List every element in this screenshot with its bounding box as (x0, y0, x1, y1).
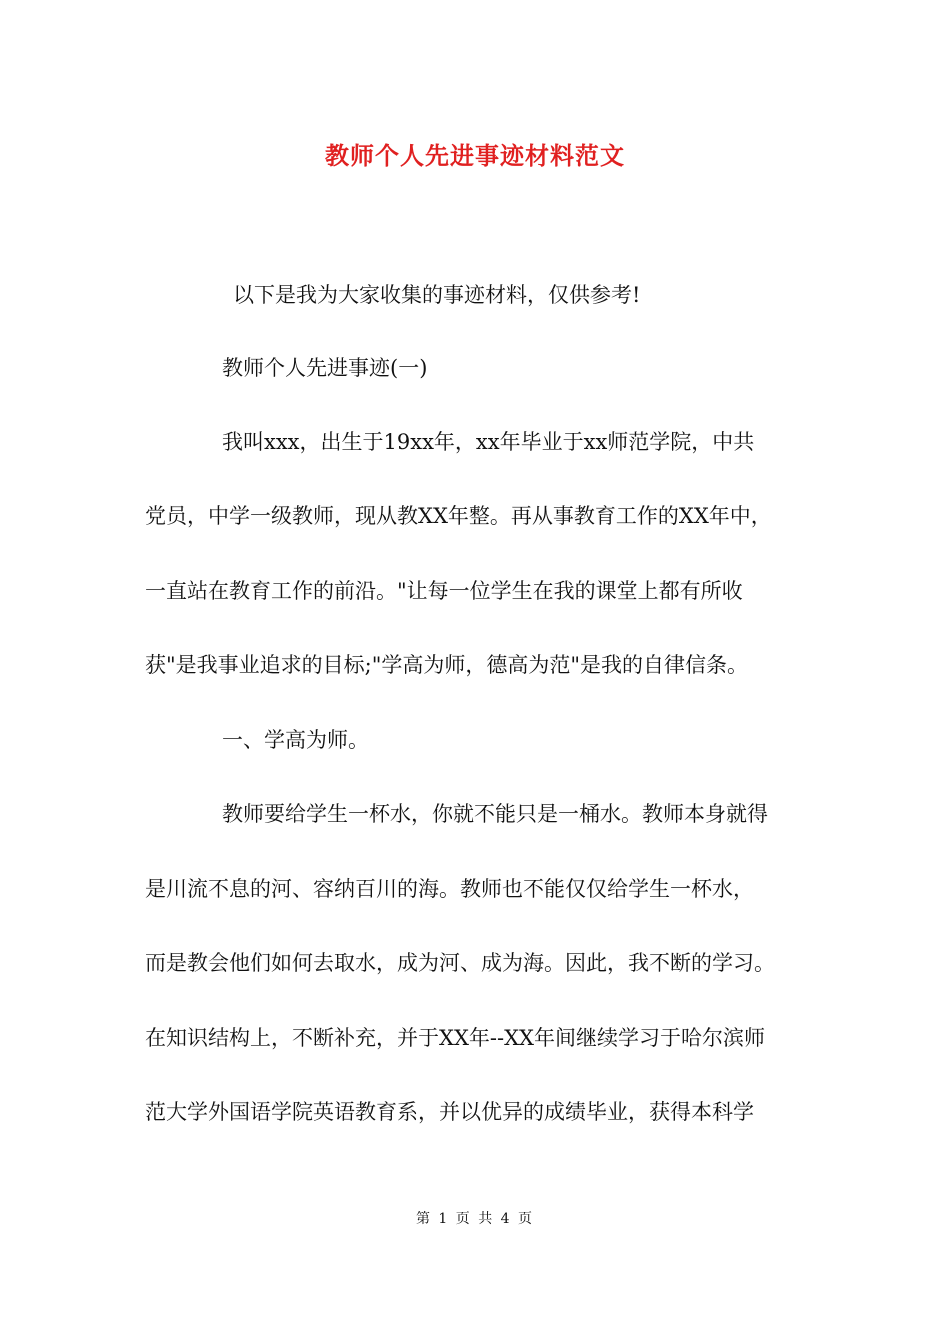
paragraph-line: 在知识结构上，不断补充，并于XX年--XX年间继续学习于哈尔滨师 (145, 1026, 765, 1050)
section-heading: 教师个人先进事迹(一) (222, 356, 428, 380)
paragraph-line: 而是教会他们如何去取水，成为河、成为海。因此，我不断的学习。 (145, 951, 775, 975)
paragraph-line: 获"是我事业追求的目标;"学高为师，德高为范"是我的自律信条。 (145, 653, 749, 677)
subsection-heading: 一、学高为师。 (222, 728, 369, 752)
page-number-footer: 第 1 页 共 4 页 (415, 1211, 535, 1227)
paragraph-line: 是川流不息的河、容纳百川的海。教师也不能仅仅给学生一杯水， (145, 877, 754, 901)
paragraph-line: 一直站在教育工作的前沿。"让每一位学生在我的课堂上都有所收 (145, 579, 743, 603)
paragraph-line: 我叫xxx，出生于19xx年，xx年毕业于xx师范学院，中共 (222, 430, 755, 454)
intro-line: 以下是我为大家收集的事迹材料，仅供参考! (233, 283, 641, 307)
paragraph-line: 范大学外国语学院英语教育系，并以优异的成绩毕业，获得本科学 (145, 1100, 754, 1124)
document-title: 教师个人先进事迹材料范文 (325, 141, 625, 170)
paragraph-line: 教师要给学生一杯水，你就不能只是一桶水。教师本身就得 (222, 802, 768, 826)
paragraph-line: 党员，中学一级教师，现从教XX年整。再从事教育工作的XX年中， (145, 504, 772, 528)
